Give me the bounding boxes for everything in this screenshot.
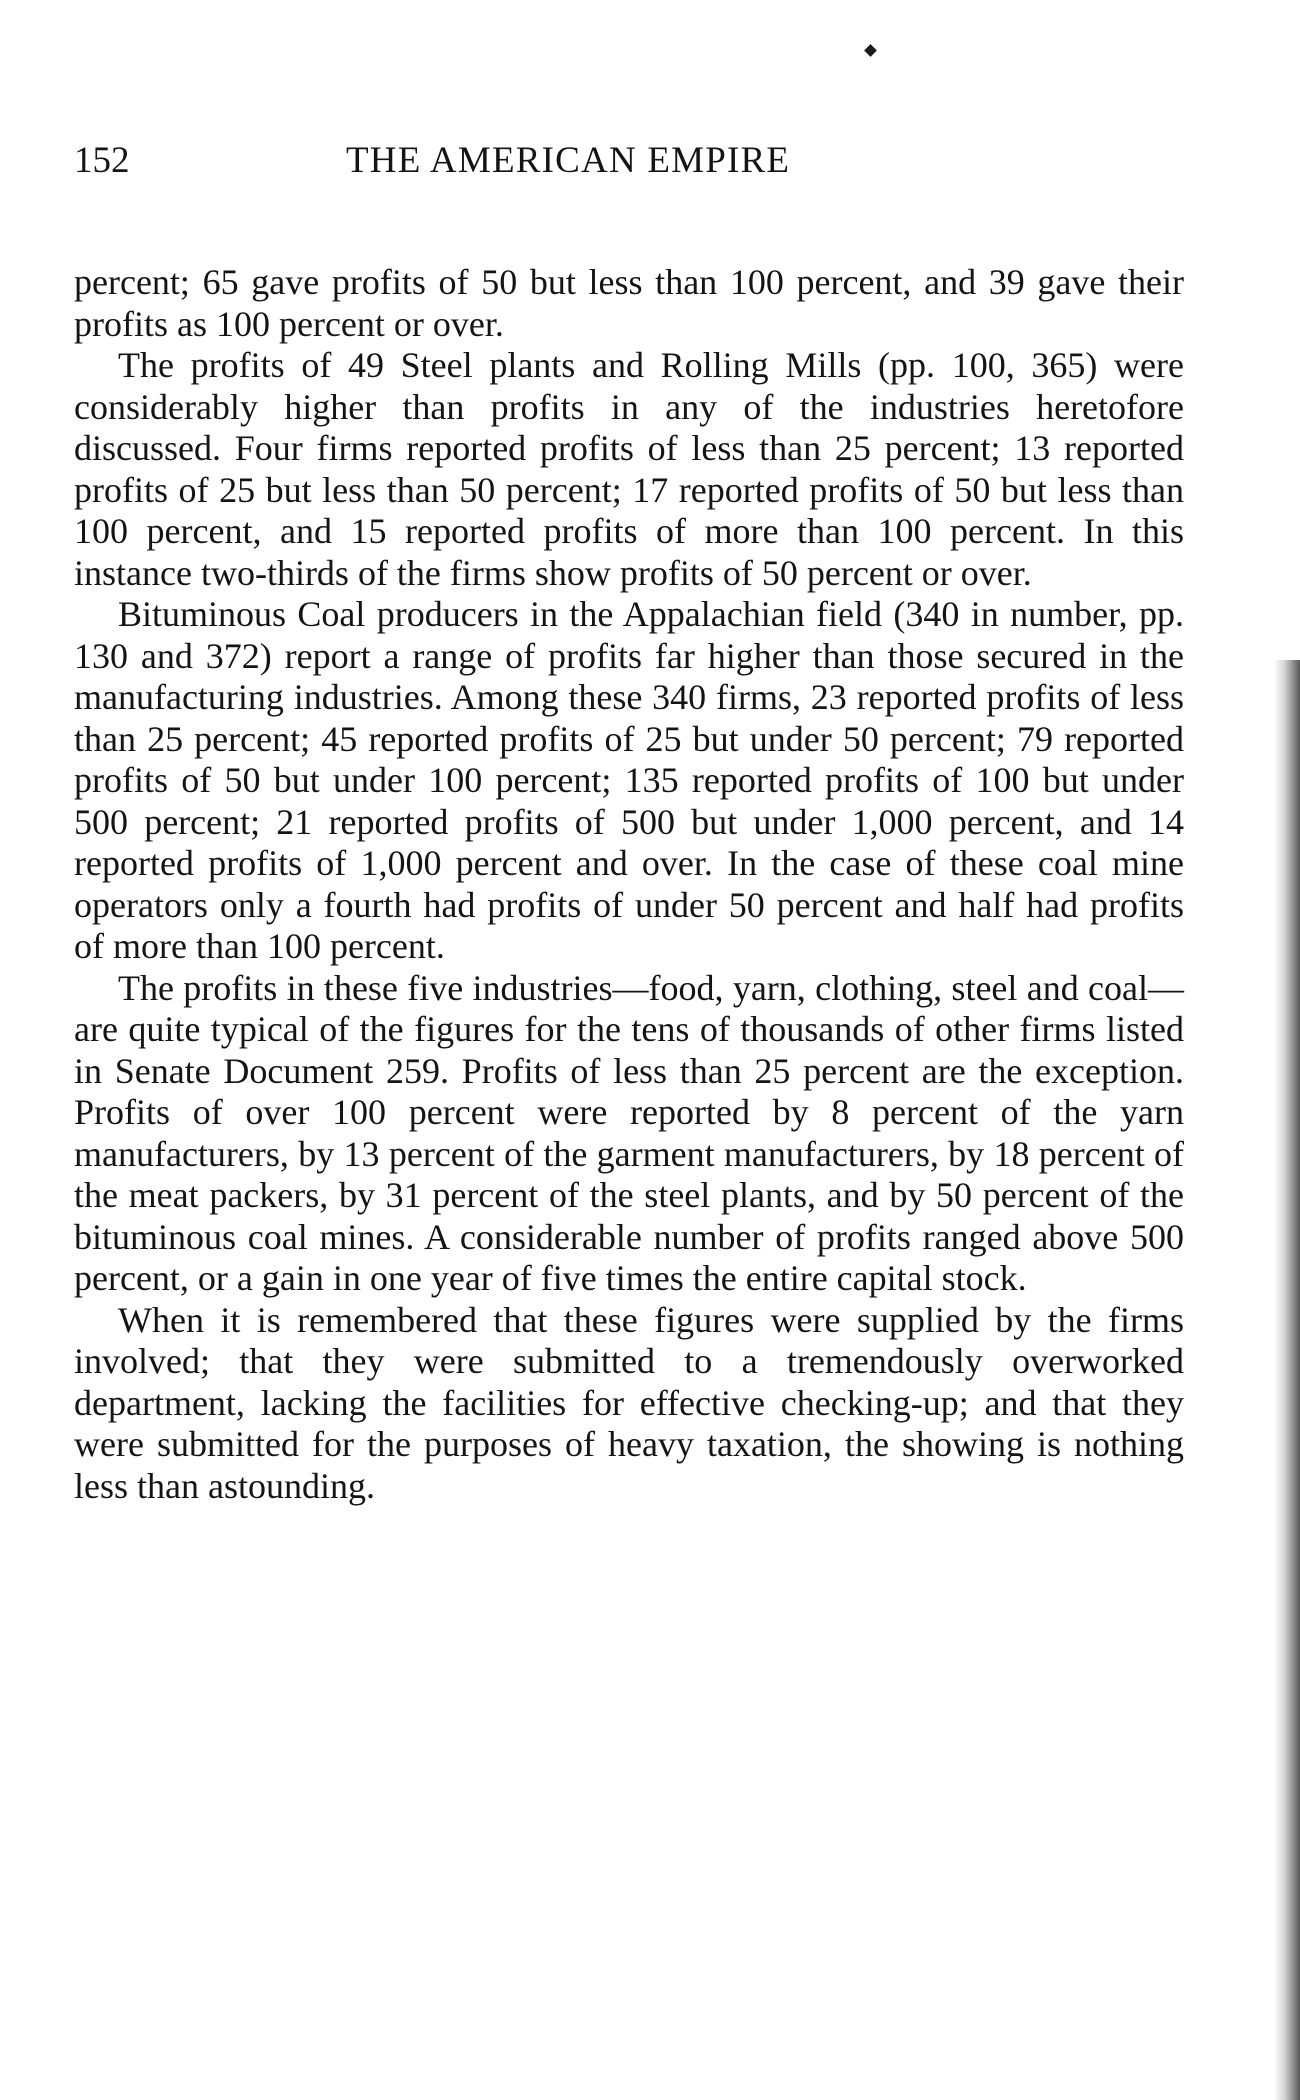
paragraph-steel-plants: The profits of 49 Steel plants and Rolling Mills (pp. 100, 365) were considerably higher than profits in any of the industries heretofore discussed. Four firms reported profits of less than 25 percent; 13 reported profits of 25 but less than 50 percent; 17 reported profits of 50 but less than 100 percent, and 15 reported profits of more than 100 percent. In this instance two-thirds of the firms show profits of 50 percent or over.	[74, 345, 1184, 593]
page-edge-shadow	[1274, 660, 1300, 2100]
print-speck	[864, 44, 877, 57]
running-title: THE AMERICAN EMPIRE	[346, 140, 791, 181]
paragraph-five-industries: The profits in these five industries—food, yarn, clothing, steel and coal—are quite typical of the figures for the tens of thousands of other firms listed in Senate Document 259. Profits of less than 25 percent are the exception. Profits of over 100 percent were reported by 8 percent of the yarn manufacturers, by 13 percent of the garment manufacturers, by 18 percent of the meat packers, by 31 percent of the steel plants, and by 50 percent of the bituminous coal mines. A considerable number of profits ranged above 500 percent, or a gain in one year of five times the entire capital stock.	[74, 967, 1184, 1298]
body-text	[74, 262, 1184, 1507]
page-header	[74, 136, 1184, 186]
page-number: 152	[74, 140, 130, 181]
paragraph-continuation: percent; 65 gave profits of 50 but less than 100 percent, and 39 gave their profits as 100 percent or over.	[74, 262, 1184, 344]
paragraph-conclusion: When it is remembered that these figures were supplied by the firms involved; that they were submitted to a tremendously overworked department, lacking the facilities for effective checking-up; and that they were submitted for the purposes of heavy taxation, the showing is nothing less than astounding.	[74, 1299, 1184, 1506]
paragraph-bituminous-coal: Bituminous Coal producers in the Appalachian field (340 in number, pp. 130 and 372) report a range of profits far higher than those secured in the manufacturing industries. Among these 340 firms, 23 reported profits of less than 25 percent; 45 reported profits of 25 but under 50 percent; 79 reported profits of 50 but under 100 percent; 135 reported profits of 100 but under 500 percent; 21 reported profits of 500 but under 1,000 percent, and 14 reported profits of 1,000 percent and over. In the case of these coal mine operators only a fourth had profits of under 50 percent and half had profits of more than 100 percent.	[74, 594, 1184, 966]
